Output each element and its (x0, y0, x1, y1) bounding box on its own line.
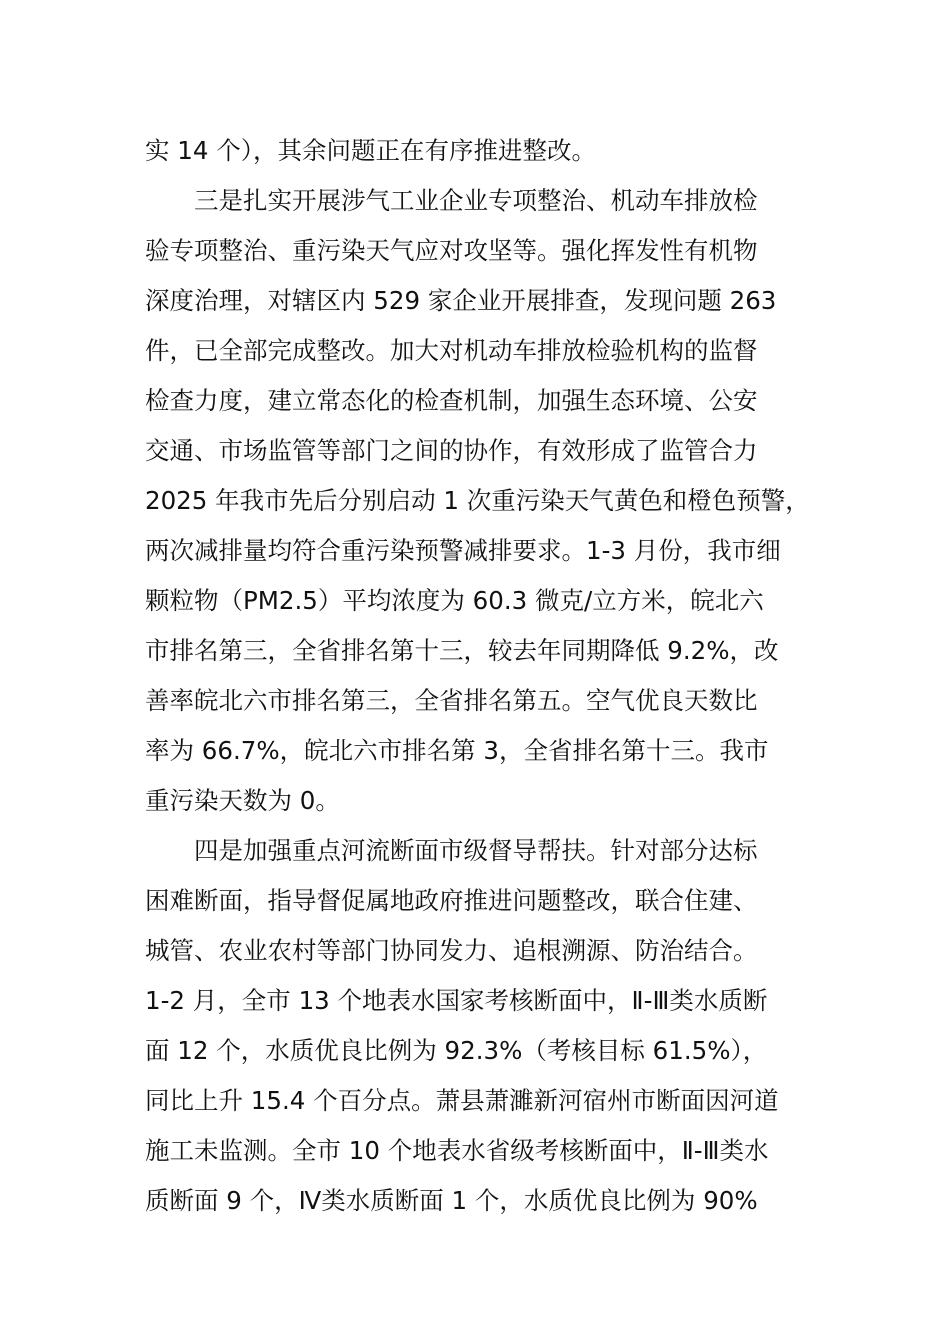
text-line: 面 12 个，水质优良比例为 92.3%（考核目标 61.5%）， (145, 1036, 768, 1065)
text-line: 困难断面，指导督促属地政府推进问题整改，联合住建、 (145, 886, 758, 915)
text-line: 重污染天数为 0。 (145, 786, 340, 815)
text-line: 颗粒物（PM2.5）平均浓度为 60.3 微克/立方米，皖北六 (145, 586, 764, 615)
text-line: 验专项整治、重污染天气应对攻坚等。强化挥发性有机物 (145, 236, 758, 265)
paragraph-start-line: 三是扎实开展涉气工业企业专项整治、机动车排放检 (194, 186, 758, 215)
text-line: 2025 年我市先后分别启动 1 次重污染天气黄色和橙色预警， (145, 486, 810, 515)
text-line: 城管、农业农村等部门协同发力、追根溯源、防治结合。 (145, 936, 758, 965)
text-line: 率为 66.7%，皖北六市排名第 3，全省排名第十三。我市 (145, 736, 769, 765)
text-line: 深度治理，对辖区内 529 家企业开展排查，发现问题 263 (145, 286, 777, 315)
text-line: 实 14 个），其余问题正在有序推进整改。 (145, 136, 596, 165)
text-line: 市排名第三，全省排名第十三，较去年同期降低 9.2%，改 (145, 636, 779, 665)
text-line: 两次减排量均符合重污染预警减排要求。1-3 月份，我市细 (145, 536, 781, 565)
text-line: 施工未监测。全市 10 个地表水省级考核断面中，Ⅱ-Ⅲ类水 (145, 1136, 769, 1165)
text-line: 件，已全部完成整改。加大对机动车排放检验机构的监督 (145, 336, 758, 365)
text-line: 善率皖北六市排名第三，全省排名第五。空气优良天数比 (145, 686, 758, 715)
text-line: 同比上升 15.4 个百分点。萧县萧濉新河宿州市断面因河道 (145, 1086, 779, 1115)
text-line: 1-2 月，全市 13 个地表水国家考核断面中，Ⅱ-Ⅲ类水质断 (145, 986, 768, 1015)
text-line: 交通、市场监管等部门之间的协作，有效形成了监管合力 (145, 436, 758, 465)
text-line: 检查力度，建立常态化的检查机制，加强生态环境、公安 (145, 386, 758, 415)
text-line: 质断面 9 个，Ⅳ类水质断面 1 个，水质优良比例为 90% (145, 1186, 758, 1215)
paragraph-start-line: 四是加强重点河流断面市级督导帮扶。针对部分达标 (194, 836, 758, 865)
